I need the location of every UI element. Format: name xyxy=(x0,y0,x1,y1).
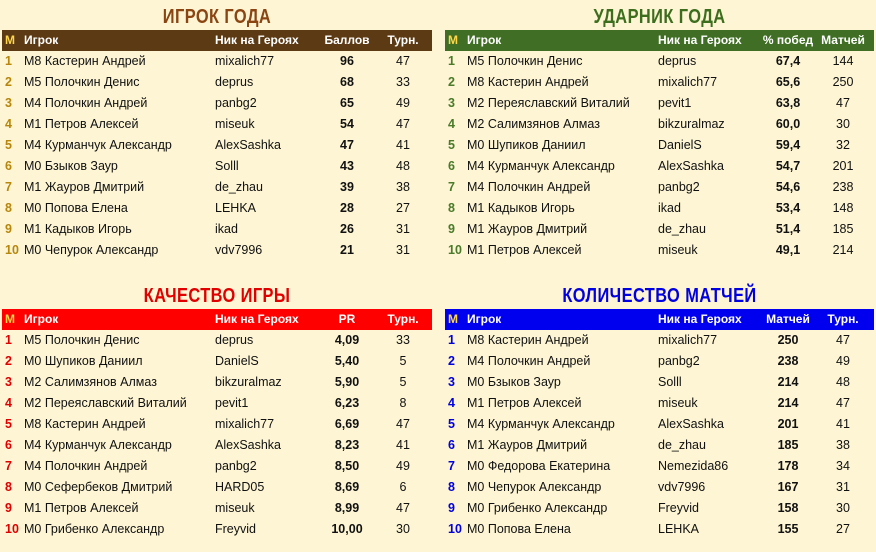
header-player: Игрок xyxy=(467,312,502,326)
row-value-a: 185 xyxy=(777,438,799,452)
player-nick: panbg2 xyxy=(215,459,257,473)
header-player: Игрок xyxy=(24,33,59,47)
row-rank: 8 xyxy=(5,480,12,494)
row-value-a: 49,1 xyxy=(775,243,801,257)
player-name: M0 Федорова Екатерина xyxy=(467,459,611,473)
row-rank: 7 xyxy=(448,180,455,194)
table-row xyxy=(445,198,874,219)
row-rank: 5 xyxy=(448,138,455,152)
row-value-a: 155 xyxy=(777,522,799,536)
table-header xyxy=(445,30,874,51)
row-value-b: 5 xyxy=(399,375,407,389)
player-name: M4 Курманчук Александр xyxy=(24,138,172,152)
player-name: M1 Жауров Дмитрий xyxy=(24,180,145,194)
table-row xyxy=(2,72,432,93)
player-name: M8 Кастерин Андрей xyxy=(467,333,589,347)
player-nick: deprus xyxy=(215,75,254,89)
player-nick: miseuk xyxy=(215,117,255,131)
table-row xyxy=(445,135,874,156)
row-value-b: 48 xyxy=(396,159,410,173)
player-nick: Freyvid xyxy=(215,522,256,536)
row-value-b: 49 xyxy=(396,96,410,110)
row-rank: 1 xyxy=(448,333,455,347)
player-name: M2 Салимзянов Алмаз xyxy=(467,117,600,131)
row-value-a: 67,4 xyxy=(775,54,801,68)
row-rank: 9 xyxy=(5,222,12,236)
header-nick: Ник на Героях xyxy=(215,312,299,326)
row-value-b: 32 xyxy=(836,138,850,152)
table-row xyxy=(445,114,874,135)
row-value-b: 30 xyxy=(836,117,850,131)
player-nick: panbg2 xyxy=(658,354,700,368)
table-row xyxy=(445,330,874,351)
row-rank: 7 xyxy=(5,459,12,473)
header-player: Игрок xyxy=(24,312,59,326)
row-value-a: 60,0 xyxy=(775,117,801,131)
player-name: M1 Петров Алексей xyxy=(467,396,582,410)
panel-title: КОЛИЧЕСТВО МАТЧЕЙ xyxy=(562,285,757,307)
row-value-a: 201 xyxy=(777,417,799,431)
player-name: M0 Сефербеков Дмитрий xyxy=(24,480,173,494)
row-rank: 9 xyxy=(448,501,455,515)
row-value-b: 185 xyxy=(832,222,854,236)
row-rank: 6 xyxy=(5,438,12,452)
striker-of-year-panel xyxy=(445,3,874,268)
player-name: M0 Попова Елена xyxy=(24,201,128,215)
matches-count-panel xyxy=(445,282,874,547)
player-nick: ikad xyxy=(215,222,238,236)
table-row xyxy=(445,51,874,72)
player-name: M1 Кадыков Игорь xyxy=(24,222,132,236)
header-col-a: PR xyxy=(338,312,356,326)
table-row xyxy=(445,456,874,477)
table-row xyxy=(445,372,874,393)
row-value-b: 8 xyxy=(399,396,407,410)
row-value-a: 214 xyxy=(777,396,799,410)
player-name: M8 Кастерин Андрей xyxy=(24,417,146,431)
player-name: M1 Петров Алексей xyxy=(24,117,139,131)
player-nick: mixalich77 xyxy=(215,417,275,431)
row-rank: 4 xyxy=(448,396,455,410)
row-value-a: 51,4 xyxy=(775,222,801,236)
row-rank: 1 xyxy=(5,54,12,68)
row-rank: 2 xyxy=(448,75,455,89)
row-rank: 6 xyxy=(448,159,455,173)
row-value-a: 167 xyxy=(777,480,799,494)
row-rank: 10 xyxy=(5,522,19,536)
row-rank: 2 xyxy=(5,354,12,368)
table-row xyxy=(445,72,874,93)
table-row xyxy=(445,156,874,177)
header-col-a: % побед xyxy=(762,33,814,47)
row-value-b: 250 xyxy=(832,75,854,89)
row-value-a: 63,8 xyxy=(775,96,801,110)
player-nick: AlexSashka xyxy=(215,438,282,452)
player-nick: de_zhau xyxy=(215,180,263,194)
table-header xyxy=(2,309,432,330)
player-name: M5 Полочкин Денис xyxy=(24,75,140,89)
table-row xyxy=(2,177,432,198)
row-value-a: 8,50 xyxy=(334,459,360,473)
player-name: M0 Грибенко Александр xyxy=(467,501,608,515)
player-name: M4 Полочкин Андрей xyxy=(24,459,148,473)
header-col-b: Турн. xyxy=(387,312,419,326)
header-m: М xyxy=(5,312,15,326)
row-value-a: 28 xyxy=(340,201,354,215)
row-value-a: 8,69 xyxy=(334,480,360,494)
player-name: M1 Жауров Дмитрий xyxy=(467,222,588,236)
header-m: М xyxy=(448,33,458,47)
row-value-a: 26 xyxy=(340,222,354,236)
table-row xyxy=(2,114,432,135)
player-name: M8 Кастерин Андрей xyxy=(467,75,589,89)
row-value-b: 47 xyxy=(396,54,410,68)
table-row xyxy=(2,219,432,240)
table-row xyxy=(2,414,432,435)
row-rank: 4 xyxy=(5,396,12,410)
player-nick: LEHKA xyxy=(658,522,699,536)
table-row xyxy=(445,219,874,240)
header-nick: Ник на Героях xyxy=(658,312,742,326)
table-row xyxy=(2,435,432,456)
table-row xyxy=(445,393,874,414)
row-value-a: 65 xyxy=(340,96,354,110)
header-nick: Ник на Героях xyxy=(658,33,742,47)
row-rank: 10 xyxy=(448,243,462,257)
row-value-a: 39 xyxy=(340,180,354,194)
row-value-b: 30 xyxy=(396,522,410,536)
row-value-a: 54 xyxy=(340,117,354,131)
header-nick: Ник на Героях xyxy=(215,33,299,47)
game-quality-panel xyxy=(2,282,432,547)
row-value-a: 214 xyxy=(777,375,799,389)
row-value-a: 10,00 xyxy=(331,522,363,536)
row-rank: 7 xyxy=(5,180,12,194)
player-name: M0 Чепурок Александр xyxy=(467,480,602,494)
row-value-b: 33 xyxy=(396,333,410,347)
row-value-b: 214 xyxy=(832,243,854,257)
row-value-b: 33 xyxy=(396,75,410,89)
table-row xyxy=(2,93,432,114)
header-col-a: Баллов xyxy=(324,33,370,47)
table-row xyxy=(2,372,432,393)
row-value-a: 21 xyxy=(340,243,354,257)
table-header xyxy=(445,309,874,330)
player-nick: AlexSashka xyxy=(658,159,725,173)
table-row xyxy=(2,393,432,414)
row-rank: 9 xyxy=(448,222,455,236)
player-nick: vdv7996 xyxy=(215,243,263,257)
table-row xyxy=(445,414,874,435)
table-row xyxy=(445,93,874,114)
player-nick: AlexSashka xyxy=(215,138,282,152)
player-name: M4 Полочкин Андрей xyxy=(24,96,148,110)
row-value-b: 27 xyxy=(396,201,410,215)
table-row xyxy=(2,477,432,498)
table-row xyxy=(2,198,432,219)
player-name: M2 Переяславский Виталий xyxy=(24,396,187,410)
player-name: M4 Курманчук Александр xyxy=(467,417,615,431)
player-nick: Freyvid xyxy=(658,501,699,515)
row-value-a: 54,6 xyxy=(775,180,801,194)
row-value-a: 68 xyxy=(340,75,354,89)
player-nick: vdv7996 xyxy=(658,480,706,494)
player-name: M1 Кадыков Игорь xyxy=(467,201,575,215)
row-value-a: 4,09 xyxy=(334,333,360,347)
table-row xyxy=(445,477,874,498)
player-nick: AlexSashka xyxy=(658,417,725,431)
row-value-b: 41 xyxy=(396,138,410,152)
row-value-a: 43 xyxy=(340,159,354,173)
player-nick: mixalich77 xyxy=(215,54,275,68)
row-value-b: 41 xyxy=(396,438,410,452)
row-rank: 8 xyxy=(448,201,455,215)
player-nick: Nemezida86 xyxy=(658,459,729,473)
header-col-b: Матчей xyxy=(821,33,865,47)
player-name: M8 Кастерин Андрей xyxy=(24,54,146,68)
row-value-a: 54,7 xyxy=(775,159,801,173)
row-value-a: 8,99 xyxy=(334,501,360,515)
row-rank: 3 xyxy=(448,96,455,110)
player-nick: panbg2 xyxy=(658,180,700,194)
player-of-year-panel xyxy=(2,3,432,268)
header-player: Игрок xyxy=(467,33,502,47)
table-row xyxy=(2,156,432,177)
row-value-a: 158 xyxy=(777,501,799,515)
row-value-b: 30 xyxy=(836,501,850,515)
table-row xyxy=(2,351,432,372)
player-nick: HARD05 xyxy=(215,480,265,494)
player-name: M0 Шупиков Даниил xyxy=(24,354,143,368)
row-rank: 6 xyxy=(5,159,12,173)
table-row xyxy=(445,435,874,456)
row-value-b: 5 xyxy=(399,354,407,368)
row-rank: 2 xyxy=(5,75,12,89)
row-value-b: 38 xyxy=(396,180,410,194)
row-value-a: 47 xyxy=(340,138,354,152)
row-rank: 5 xyxy=(5,417,12,431)
row-rank: 1 xyxy=(448,54,455,68)
row-value-b: 38 xyxy=(836,438,850,452)
row-value-b: 238 xyxy=(832,180,854,194)
player-name: M1 Петров Алексей xyxy=(24,501,139,515)
row-rank: 5 xyxy=(448,417,455,431)
header-m: М xyxy=(5,33,15,47)
table-row xyxy=(2,135,432,156)
row-value-a: 238 xyxy=(777,354,799,368)
player-nick: de_zhau xyxy=(658,222,706,236)
player-name: M0 Грибенко Александр xyxy=(24,522,165,536)
row-rank: 6 xyxy=(448,438,455,452)
table-row xyxy=(2,456,432,477)
header-col-a: Матчей xyxy=(766,312,810,326)
row-value-b: 201 xyxy=(832,159,854,173)
panel-title: ИГРОК ГОДА xyxy=(162,6,272,28)
player-nick: pevit1 xyxy=(215,396,249,410)
table-row xyxy=(2,498,432,519)
player-nick: LEHKA xyxy=(215,201,256,215)
player-nick: deprus xyxy=(215,333,254,347)
player-name: M0 Попова Елена xyxy=(467,522,571,536)
player-nick: Solll xyxy=(658,375,682,389)
player-nick: pevit1 xyxy=(658,96,692,110)
player-name: M2 Салимзянов Алмаз xyxy=(24,375,157,389)
row-value-b: 48 xyxy=(836,375,850,389)
player-nick: DanielS xyxy=(215,354,259,368)
player-name: M4 Курманчук Александр xyxy=(467,159,615,173)
table-row xyxy=(2,240,432,261)
row-rank: 4 xyxy=(448,117,455,131)
row-value-a: 178 xyxy=(777,459,799,473)
player-nick: Solll xyxy=(215,159,239,173)
player-name: M1 Жауров Дмитрий xyxy=(467,438,588,452)
row-value-b: 47 xyxy=(396,501,410,515)
row-value-a: 5,40 xyxy=(334,354,360,368)
player-name: M0 Чепурок Александр xyxy=(24,243,159,257)
header-m: М xyxy=(448,312,458,326)
player-nick: miseuk xyxy=(658,396,698,410)
player-name: M0 Шупиков Даниил xyxy=(467,138,586,152)
row-value-b: 31 xyxy=(396,243,410,257)
row-rank: 2 xyxy=(448,354,455,368)
player-nick: miseuk xyxy=(658,243,698,257)
player-nick: ikad xyxy=(658,201,681,215)
player-nick: bikzuralmaz xyxy=(215,375,282,389)
table-row xyxy=(445,351,874,372)
row-value-b: 49 xyxy=(836,354,850,368)
player-name: M4 Полочкин Андрей xyxy=(467,180,591,194)
player-nick: de_zhau xyxy=(658,438,706,452)
table-row xyxy=(445,240,874,261)
row-rank: 5 xyxy=(5,138,12,152)
row-value-a: 65,6 xyxy=(775,75,801,89)
row-value-b: 27 xyxy=(836,522,850,536)
row-value-b: 47 xyxy=(836,396,850,410)
row-rank: 1 xyxy=(5,333,12,347)
row-rank: 8 xyxy=(5,201,12,215)
row-rank: 9 xyxy=(5,501,12,515)
table-header xyxy=(2,30,432,51)
row-value-b: 144 xyxy=(832,54,854,68)
header-col-b: Турн. xyxy=(827,312,859,326)
row-rank: 8 xyxy=(448,480,455,494)
row-rank: 3 xyxy=(448,375,455,389)
row-rank: 7 xyxy=(448,459,455,473)
panel-title: УДАРНИК ГОДА xyxy=(593,6,726,28)
player-nick: mixalich77 xyxy=(658,75,718,89)
row-value-b: 47 xyxy=(396,117,410,131)
table-row xyxy=(2,51,432,72)
player-nick: mixalich77 xyxy=(658,333,718,347)
row-value-b: 47 xyxy=(396,417,410,431)
row-rank: 3 xyxy=(5,96,12,110)
row-value-b: 41 xyxy=(836,417,850,431)
player-name: M4 Курманчук Александр xyxy=(24,438,172,452)
player-name: M4 Полочкин Андрей xyxy=(467,354,591,368)
row-rank: 4 xyxy=(5,117,12,131)
row-value-b: 6 xyxy=(399,480,407,494)
row-value-a: 6,69 xyxy=(334,417,360,431)
row-value-a: 5,90 xyxy=(334,375,360,389)
row-rank: 10 xyxy=(5,243,19,257)
table-row xyxy=(445,177,874,198)
row-value-a: 250 xyxy=(777,333,799,347)
player-nick: miseuk xyxy=(215,501,255,515)
player-name: M0 Бзыков Заур xyxy=(24,159,118,173)
row-value-a: 53,4 xyxy=(775,201,801,215)
table-row xyxy=(445,498,874,519)
row-value-b: 31 xyxy=(396,222,410,236)
row-value-b: 49 xyxy=(396,459,410,473)
player-name: M5 Полочкин Денис xyxy=(24,333,140,347)
player-nick: panbg2 xyxy=(215,96,257,110)
row-value-a: 8,23 xyxy=(334,438,360,452)
row-value-a: 6,23 xyxy=(334,396,360,410)
player-name: M0 Бзыков Заур xyxy=(467,375,561,389)
table-row xyxy=(2,519,432,540)
row-value-b: 148 xyxy=(832,201,854,215)
table-row xyxy=(2,330,432,351)
row-value-b: 31 xyxy=(836,480,850,494)
player-name: M5 Полочкин Денис xyxy=(467,54,583,68)
player-nick: deprus xyxy=(658,54,697,68)
row-value-b: 47 xyxy=(836,96,850,110)
row-rank: 3 xyxy=(5,375,12,389)
row-value-b: 47 xyxy=(836,333,850,347)
header-col-b: Турн. xyxy=(387,33,419,47)
row-value-b: 34 xyxy=(836,459,850,473)
player-nick: bikzuralmaz xyxy=(658,117,725,131)
player-name: M1 Петров Алексей xyxy=(467,243,582,257)
row-value-a: 96 xyxy=(340,54,354,68)
row-value-a: 59,4 xyxy=(775,138,801,152)
panel-title: КАЧЕСТВО ИГРЫ xyxy=(143,285,291,307)
player-nick: DanielS xyxy=(658,138,702,152)
player-name: M2 Переяславский Виталий xyxy=(467,96,630,110)
row-rank: 10 xyxy=(448,522,462,536)
table-row xyxy=(445,519,874,540)
